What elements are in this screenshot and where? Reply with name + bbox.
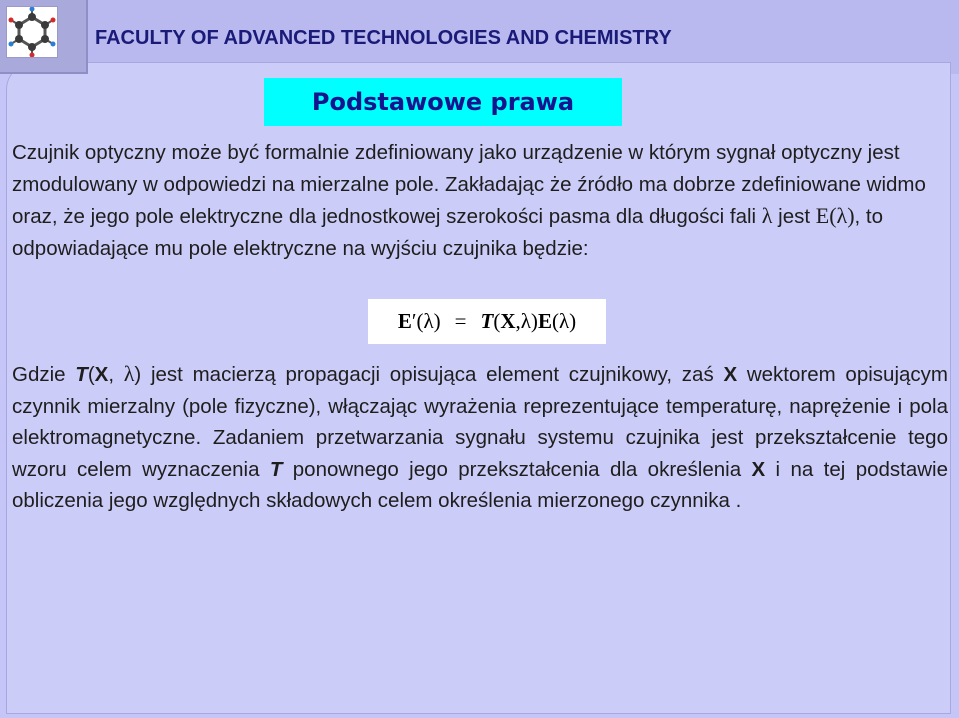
slide-title-box [264,78,622,126]
e-lambda-symbol: E(λ) [815,203,855,228]
formula-equals: = [454,309,467,333]
formula-x: X [500,309,516,333]
text: ponownego jego przekształcenia dla określenia [282,457,752,481]
text: Czujnik optyczny może być formalnie zdefiniowany jako urządzenie w którym sygnał optyczny jest zmodulowany w odpowiedzi na mierzalne pole. Zakładając że źródło ma dobrze zdefiniowane widmo oraz, że jego pole elektryczne dla jednostkowej szerokości pasma dla długości fali [12,141,926,228]
formula-rhs-lambda: (λ) [551,309,577,333]
formula-e: E [537,309,552,333]
text: , to odpowiadające mu pole elektryczne na wyjściu czujnika będzie: [12,205,884,260]
symbol-t: T [269,457,283,481]
formula-comma-lambda: ,λ) [515,309,538,333]
symbol-x: X [751,457,766,481]
molecule-logo-icon [6,6,58,58]
text: jest [772,205,816,228]
text: Gdzie [12,363,76,386]
text: wektorem opisującym czynnik mierzalny (pole fizyczne), włączając wyrażenia reprezentujące temperaturę, naprężenie i pola elektromagnetyczne. Zadaniem przetwarzania sygnału systemu czujnika jest przekształcenie tego wzoru celem wyznaczenia [12,363,948,481]
paragraph-intro [12,137,950,264]
lambda-symbol: λ [761,203,773,228]
lambda-symbol: λ [123,361,135,386]
formula-t: T [480,309,494,333]
text: ) jest macierzą propagacji opisująca element czujnikowy, zaś [134,363,724,386]
text: ( [87,363,95,386]
formula-lhs-prime: ′(λ) [411,309,441,333]
formula-lhs-e: E [397,309,412,333]
formula-paren: ( [493,309,501,333]
symbol-t: T [75,363,88,386]
slide-title: Podstawowe prawa [311,88,575,116]
header-title: FACULTY OF ADVANCED TECHNOLOGIES AND CHEMISTRY [95,27,672,49]
text: , [108,363,124,386]
symbol-x: X [723,363,738,386]
formula [368,299,606,344]
corner-tab [0,0,88,74]
symbol-x: X [94,363,109,386]
text: i na tej podstawie obliczenia jego względnych składowych celem określenia mierzonego czynnika . [12,457,948,512]
paragraph-explanation [12,358,948,517]
